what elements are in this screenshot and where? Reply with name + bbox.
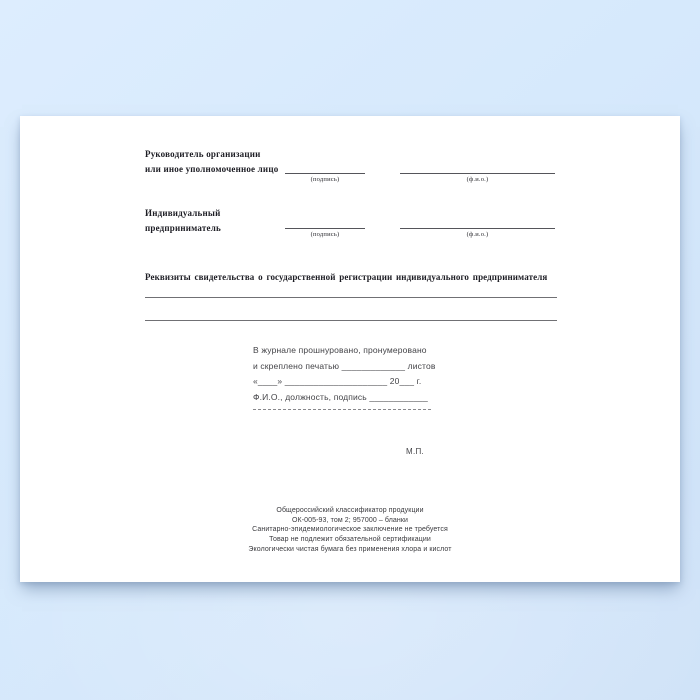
signatory-2-signature-field — [285, 214, 365, 239]
footer-note-line-5: Экологически чистая бумага без применения хлора и кислот — [248, 545, 452, 553]
signatory-2-label-line-1: Индивидуальный — [145, 208, 221, 218]
signatory-1-label-line-2: или иное уполномоченное лицо — [145, 164, 279, 174]
name-caption: (ф.и.о.) — [466, 176, 489, 183]
signatory-2-name-field — [400, 214, 555, 239]
journal-note-line-4: Ф.И.О., должность, подпись ____________ — [253, 391, 428, 402]
journal-note — [253, 343, 468, 405]
signatory-1-signature-field — [285, 159, 365, 184]
signature-caption: (подпись) — [310, 176, 340, 183]
signature-blank-line — [285, 214, 365, 229]
journal-note-line-1: В журнале прошнуровано, пронумеровано — [253, 345, 427, 355]
signatory-1-label-line-1: Руководитель организации — [145, 149, 261, 159]
signature-blank-line — [285, 159, 365, 174]
signature-caption: (подпись) — [310, 231, 340, 238]
footer-note-line-3: Санитарно-эпидемиологическое заключение не требуется — [252, 526, 448, 534]
footer-note-line-1: Общероссийский классификатор продукции — [276, 507, 424, 514]
requisites-heading: Реквизиты свидетельства о государственной регистрации индивидуального предпринимателя — [145, 272, 548, 282]
name-blank-line — [400, 214, 555, 229]
name-blank-line — [400, 159, 555, 174]
footer-notes — [20, 506, 680, 555]
signatory-1-label — [145, 147, 278, 177]
footer-note-line-4: Товар не подлежит обязательной сертификации — [269, 536, 431, 544]
document-page — [20, 116, 680, 582]
requisites-blank-line-1 — [145, 297, 557, 298]
signatory-1-name-field — [400, 159, 555, 184]
requisites-blank-line-2 — [145, 320, 557, 321]
journal-note-line-2: и скреплено печатью _____________ листов — [253, 360, 436, 371]
journal-note-line-3: «____» _____________________ 20___ г. — [253, 376, 422, 386]
signatory-2-label — [145, 206, 221, 236]
footer-note-line-2: ОК-005-93, том 2; 957000 – бланки — [291, 516, 409, 524]
name-caption: (ф.и.о.) — [466, 231, 489, 238]
stamp-placeholder: М.П. — [406, 447, 425, 456]
signatory-2-label-line-2: предприниматель — [145, 223, 221, 233]
journal-dashed-line — [253, 409, 431, 410]
